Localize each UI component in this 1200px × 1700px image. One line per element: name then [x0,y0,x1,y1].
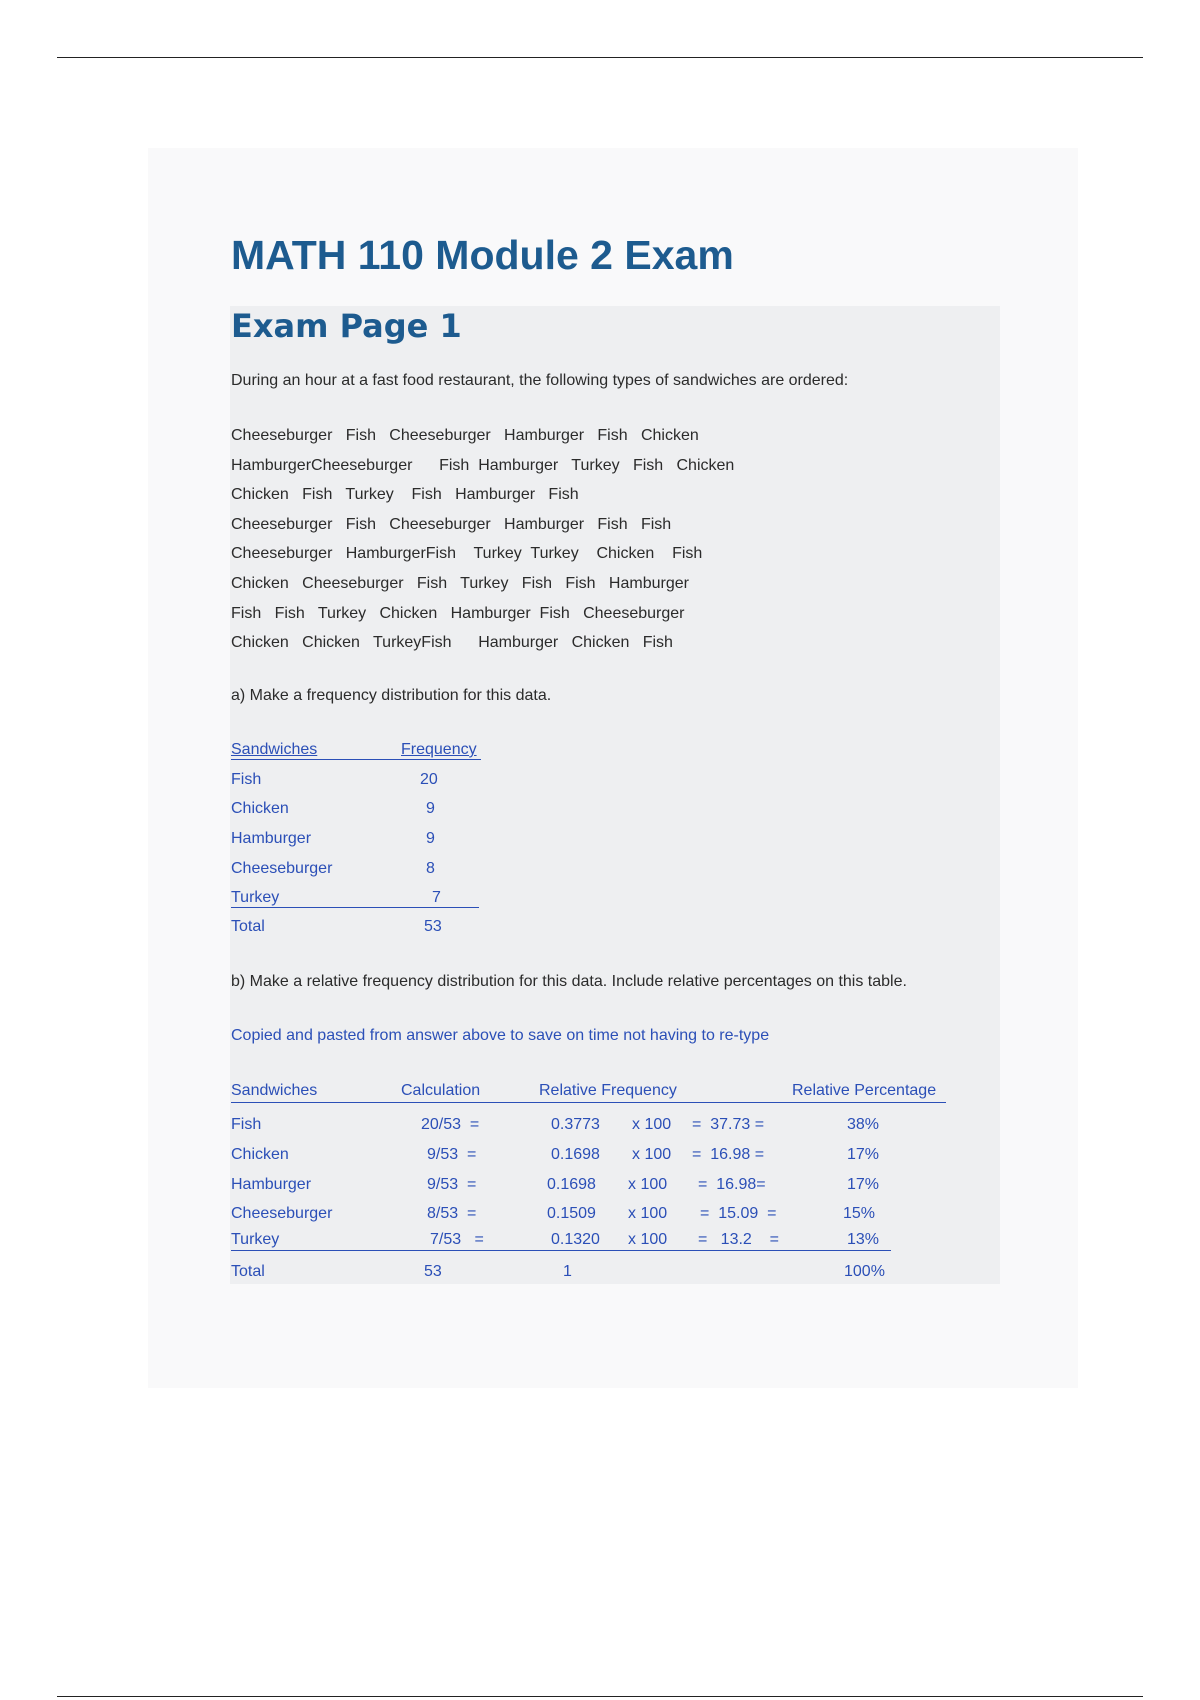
rel-total-rule [231,1250,891,1251]
rel-header-rule [231,1102,946,1103]
freq-total-rule [231,907,479,908]
rel-row-multiplier: x 100 [632,1146,672,1163]
freq-row-value: 8 [426,860,435,877]
rel-row-relative: 0.1698 [551,1146,600,1163]
rel-row-percentage: 17% [847,1146,880,1163]
rel-header-relative-frequency: Relative Frequency [539,1082,677,1099]
rel-row-calc: 8/53 = [427,1205,477,1222]
freq-row-value: 7 [432,889,441,906]
orders-row: Cheeseburger HamburgerFish Turkey Turkey Chicken Fish [231,545,703,563]
rel-row-percentage: 15% [843,1205,876,1222]
orders-row: Cheeseburger Fish Cheeseburger Hamburger Fish Chicken [231,427,699,444]
rel-header-sandwiches: Sandwiches [231,1082,318,1099]
orders-row: HamburgerCheeseburger Fish Hamburger Turkey Fish Chicken [231,456,735,474]
rel-total-percentage: 100% [844,1263,885,1280]
freq-total-value: 53 [424,918,442,935]
rel-header-calculation: Calculation [401,1082,481,1099]
rel-row-multiplier: x 100 [628,1205,668,1222]
question-a: a) Make a frequency distribution for this data. [231,687,552,704]
orders-row: Cheeseburger Fish Cheeseburger Hamburger Fish Fish [231,515,672,533]
rel-row-result: = 16.98= [698,1176,766,1193]
freq-row-value: 9 [426,830,435,847]
rel-row-percentage: 38% [847,1116,880,1133]
note-text: Copied and pasted from answer above to save on time not having to re-type [231,1027,770,1044]
freq-header-sandwiches: Sandwiches [231,741,318,758]
bottom-rule [57,1696,1143,1697]
rel-row-calc: 20/53 = [421,1116,480,1133]
rel-row-result: = 15.09 = [700,1205,777,1222]
orders-list [231,424,734,661]
rel-row-percentage: 17% [847,1176,880,1193]
freq-row-value: 9 [426,800,435,817]
rel-row-item: Chicken [231,1146,289,1163]
rel-row-result: = 37.73 = [692,1116,765,1133]
rel-header-relative-percentage: Relative Percentage [792,1082,937,1099]
rel-row-calc: 9/53 = [427,1176,477,1193]
orders-row: Chicken Cheeseburger Fish Turkey Fish Fish Hamburger [231,574,689,592]
rel-row-result: = 16.98 = [692,1146,765,1163]
freq-header-underline [231,759,481,760]
rel-row-multiplier: x 100 [628,1176,668,1193]
orders-row: Fish Fish Turkey Chicken Hamburger Fish Cheeseburger [231,604,685,622]
freq-row-item: Fish [231,771,262,788]
freq-row-item: Turkey [231,889,280,906]
intro-text: During an hour at a fast food restaurant, the following types of sandwiches are ordered: [231,372,849,389]
rel-total-calc: 53 [424,1263,442,1280]
rel-row-relative: 0.1698 [547,1176,596,1193]
question-b: b) Make a relative frequency distribution for this data. Include relative percentages on this table. [231,973,907,990]
freq-row-value: 20 [420,771,438,788]
exam-page-heading: Exam Page 1 [231,307,462,345]
rel-row-calc: 9/53 = [427,1146,477,1163]
orders-row: Chicken Chicken TurkeyFish Hamburger Chicken Fish [231,634,673,652]
rel-row-multiplier: x 100 [632,1116,672,1133]
rel-row-calc: 7/53 = [430,1231,484,1248]
rel-row-percentage: 13% [847,1231,880,1248]
rel-row-multiplier: x 100 [628,1231,668,1248]
rel-row-item: Hamburger [231,1176,312,1193]
freq-header-frequency: Frequency [401,741,477,758]
top-rule [57,57,1143,58]
rel-row-item: Turkey [231,1231,280,1248]
rel-row-result: = 13.2 = [698,1231,779,1248]
freq-total-label: Total [231,918,265,935]
freq-row-item: Hamburger [231,830,312,847]
rel-row-item: Fish [231,1116,262,1133]
rel-total-label: Total [231,1263,265,1280]
document-title: MATH 110 Module 2 Exam [231,232,734,278]
orders-row: Chicken Fish Turkey Fish Hamburger Fish [231,486,579,504]
freq-row-item: Chicken [231,800,289,817]
rel-row-relative: 0.3773 [551,1116,600,1133]
freq-row-item: Cheeseburger [231,860,333,877]
rel-row-relative: 0.1509 [547,1205,596,1222]
rel-row-item: Cheeseburger [231,1205,333,1222]
rel-total-relative: 1 [563,1263,572,1280]
rel-row-relative: 0.1320 [551,1231,600,1248]
